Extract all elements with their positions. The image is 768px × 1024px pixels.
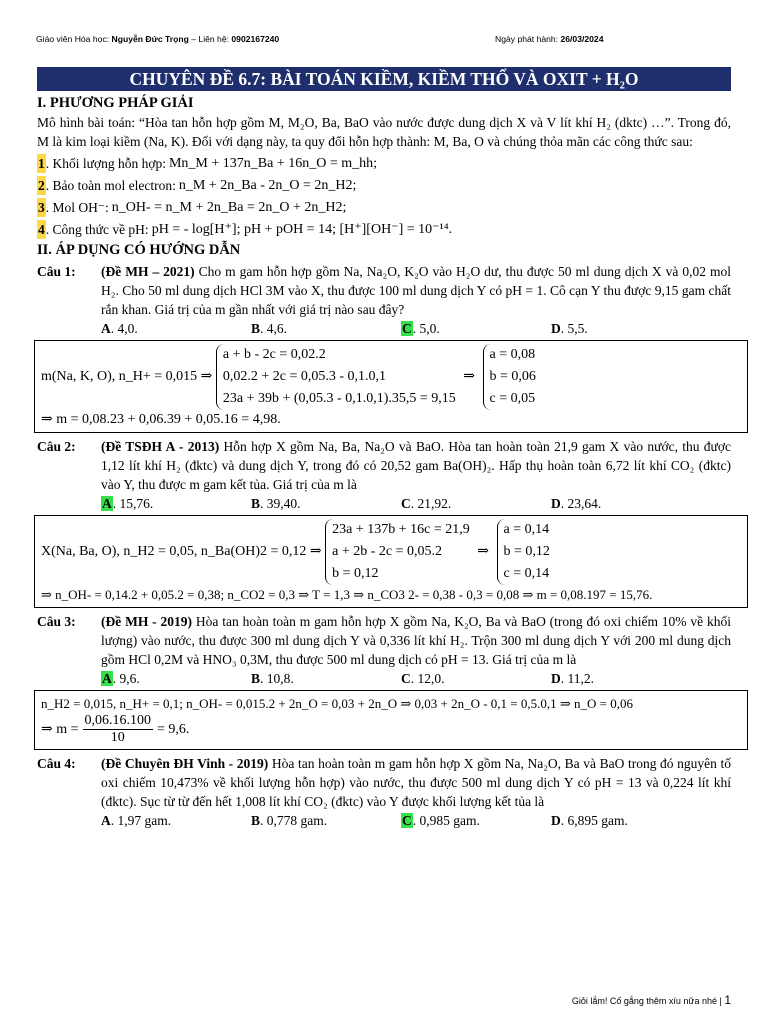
section-practice-heading: II. ÁP DỤNG CÓ HƯỚNG DẪN (37, 242, 241, 258)
solution-final: ⇒ n_OH- = 0,14.2 + 0,05.2 = 0,38; n_CO2 = 0,3 ⇒ T = 1,3 ⇒ n_CO3 2- = 0,38 - 0,3 = 0,08 ⇒ m = 0,08.197 = 15,76. (41, 587, 653, 602)
section-method-intro: Mô hình bài toán: “Hòa tan hỗn hợp gồm M, M₂O, Ba, BaO vào nước được dung dịch X và V lít khí H₂ (dktc) …”. Trong đó, M là kim loại kiềm (Na, K). Đối với dạng này, ta quy đổi hỗn hợp thành: M, Ba, O và chúng thỏa mãn các công thức sau: (37, 115, 731, 149)
formula-expression: Mn_M + 137n_Ba + 16n_O = m_hh; (168, 156, 378, 171)
question-1 (37, 262, 731, 319)
question-source: (Đề MH - 2019) (101, 614, 193, 629)
release-date (495, 34, 603, 44)
formula-expression: n_M + 2n_Ba - 2n_O = 2n_H2; (178, 178, 357, 193)
formula-item-3 (37, 198, 731, 217)
footer-text: Giỏi lắm! Cố gắng thêm xíu nữa nhé | (571, 996, 725, 1006)
solution-box-2 (34, 515, 748, 608)
question-3-options (101, 669, 731, 688)
equation-system: a + b - 2c = 0,02.2 0,02.2 + 2c = 0,05.3 - 0,1.0,1 23a + 39b + (0,05.3 - 0,1.0,1).35,5 = 9,15 (216, 344, 456, 410)
option-a: A. 4,0. (101, 321, 138, 336)
option-c: C. 21,92. (401, 496, 452, 511)
equation-system: 23a + 137b + 16c = 21,9 a + 2b - 2c = 0,05.2 b = 0,12 (325, 519, 470, 585)
question-source: (Đề Chuyên ĐH Vinh - 2019) (101, 756, 269, 771)
question-source: (Đề MH – 2021) (101, 264, 195, 279)
document-title: CHUYÊN ĐỀ 6.7: BÀI TOÁN KIỀM, KIỀM THỔ VÀ OXIT + H₂O (37, 67, 731, 91)
date-value: 26/03/2024 (560, 34, 604, 44)
teacher-info (36, 34, 279, 44)
page-footer (572, 993, 731, 1007)
question-4 (37, 754, 731, 811)
solution-values: a = 0,14 b = 0,12 c = 0,14 (497, 519, 550, 585)
option-a: A. 1,97 gam. (101, 813, 172, 828)
formula-expression: pH = - log[H⁺]; pH + pOH = 14; [H⁺][OH⁻] = 10⁻¹⁴. (151, 222, 453, 237)
fraction-numerator: 0,06.16.100 (84, 713, 152, 728)
section-method-heading: I. PHƯƠNG PHÁP GIẢI (37, 95, 194, 111)
contact-prefix: – Liên hệ: (188, 34, 232, 44)
formula-label: . Khối lượng hỗn hợp: (45, 156, 166, 171)
page-number: 1 (724, 993, 731, 1007)
solution-box-1 (34, 340, 748, 433)
fraction (83, 713, 154, 746)
question-text: Hòa tan hoàn toàn m gam hỗn hợp X gồm Na, Na₂O, Ba và BaO trong đó nguyên tố oxi chiếm 10,473% về khối lượng hỗn hợp) vào nước, thu được 500 ml dung dịch Y có pH = 13 và 0,224 lít khí (đktc). Sục từ từ đến hết 1,008 lít khí CO₂ (đktc) vào Y được khối lượng kết tủa là (101, 756, 731, 809)
solution-lhs: m(Na, K, O), n_H+ = 0,015 ⇒ (41, 369, 213, 385)
solution-final: ⇒ m = 0,08.23 + 0,06.39 + 0,05.16 = 4,98. (41, 412, 281, 427)
formula-number: 4 (38, 222, 45, 237)
option-c: C. 5,0. (402, 321, 440, 336)
formula-label: . Mol OH⁻: (45, 200, 109, 215)
option-b: B. 0,778 gam. (251, 813, 328, 828)
implies-arrow: ⇒ (477, 544, 490, 560)
formula-number: 3 (38, 200, 45, 215)
teacher-name: Nguyễn Đức Trọng (111, 34, 189, 44)
teacher-phone: 0902167240 (231, 34, 280, 44)
formula-label: . Công thức về pH: (45, 222, 149, 237)
solution-line: n_H2 = 0,015, n_H+ = 0,1; n_OH- = 0,015.2 + 2n_O = 0,03 + 2n_O ⇒ 0,03 + 2n_O - 0,1 = 0,5.0,1 ⇒ n_O = 0,06 (41, 696, 633, 711)
question-text: Hòa tan hoàn toàn m gam hỗn hợp X gồm Na, K₂O, Ba và BaO (trong đó oxi chiếm 10% về khối lượng) vào nước, thu được 300 ml dung dịch Y và 0,336 lít khí H₂. Trộn 300 ml dung dịch Y với 200 ml dung dịch gồm HCl 0,2M và HNO₃ 0,3M, thu được 500 ml dung dịch có pH = 13. Giá trị của m là (101, 614, 731, 667)
formula-expression: n_OH- = n_M + 2n_Ba = 2n_O + 2n_H2; (111, 200, 347, 215)
option-d: D. 5,5. (551, 321, 588, 336)
question-label: Câu 1: (37, 264, 76, 279)
question-label: Câu 2: (37, 439, 76, 454)
question-2-options (101, 494, 731, 513)
question-source: (Đề TSĐH A - 2013) (101, 439, 220, 454)
question-label: Câu 4: (37, 756, 76, 771)
question-text: Cho m gam hỗn hợp gồm Na, Na₂O, K₂O vào H₂O dư, thu được 50 ml dung dịch X và 0,02 mol H₂. Cho 50 ml dung dịch HCl 3M vào X, thu được 100 ml dung dịch Y có pH = 1. Cô cạn Y thu được 9,15 gam chất rắn khan. Giá trị của m gần nhất với giá trị nào sau đây? (101, 264, 731, 317)
option-b: B. 10,8. (251, 671, 294, 686)
document-body (37, 92, 731, 830)
option-c: C. 0,985 gam. (402, 813, 480, 828)
solution-values: a = 0,08 b = 0,06 c = 0,05 (483, 344, 536, 410)
option-a: A. 15,76. (102, 496, 154, 511)
formula-item-4 (37, 220, 731, 239)
formula-item-2 (37, 176, 731, 195)
question-2 (37, 437, 731, 494)
option-d: D. 23,64. (551, 496, 602, 511)
question-text: Hỗn hợp X gồm Na, Ba, Na₂O và BaO. Hòa tan hoàn toàn 21,9 gam X vào nước, thu được 1,12 lít khí H₂ (đktc) và dung dịch Y, trong đó có 20,52 gam Ba(OH)₂. Hấp thụ hoàn toàn 6,72 lít khí CO₂ (đktc) vào Y, thu được m gam kết tủa. Giá trị của m là (101, 439, 731, 492)
teacher-prefix: Giáo viên Hóa học: (36, 34, 112, 44)
question-4-options (101, 811, 731, 830)
option-b: B. 39,40. (251, 496, 301, 511)
question-1-options (101, 319, 731, 338)
question-label: Câu 3: (37, 614, 76, 629)
date-prefix: Ngày phát hành: (495, 34, 561, 44)
fraction-denominator: 10 (110, 730, 125, 745)
option-d: D. 11,2. (551, 671, 594, 686)
formula-number: 1 (38, 156, 45, 171)
formula-label: . Bảo toàn mol electron: (45, 178, 176, 193)
solution-box-3 (34, 690, 748, 750)
solution-lhs: X(Na, Ba, O), n_H2 = 0,05, n_Ba(OH)2 = 0,12 ⇒ (41, 544, 322, 560)
implies-arrow: ⇒ (463, 369, 476, 385)
question-3 (37, 612, 731, 669)
option-d: D. 6,895 gam. (551, 813, 628, 828)
solution-final: ⇒ m = $\frac{0,06.16.100}{10}$ = 9,6. (41, 713, 190, 745)
option-b: B. 4,6. (251, 321, 288, 336)
formula-number: 2 (38, 178, 45, 193)
option-c: C. 12,0. (401, 671, 445, 686)
formula-item-1 (37, 154, 731, 173)
option-a: A. 9,6. (102, 671, 140, 686)
